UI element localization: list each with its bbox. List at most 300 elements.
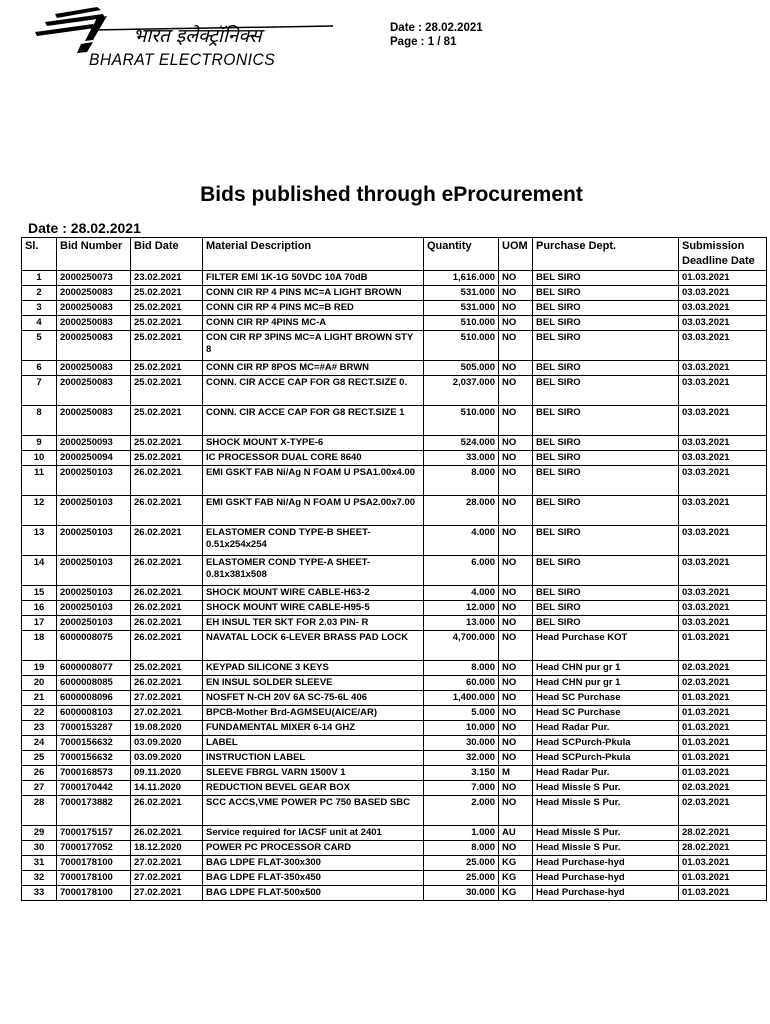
- cell-bid-date: 14.11.2020: [131, 781, 203, 796]
- cell-purchase-dept: BEL SIRO: [533, 436, 679, 451]
- cell-purchase-dept: Head SC Purchase: [533, 706, 679, 721]
- cell-bid-date: 27.02.2021: [131, 691, 203, 706]
- cell-sl: 12: [22, 496, 57, 526]
- cell-submission-deadline: 03.03.2021: [679, 586, 767, 601]
- cell-quantity: 531.000: [424, 286, 499, 301]
- cell-material-description: BAG LDPE FLAT-300x300: [203, 856, 424, 871]
- cell-purchase-dept: Head Purchase KOT: [533, 631, 679, 661]
- cell-uom: NO: [499, 556, 533, 586]
- cell-uom: NO: [499, 616, 533, 631]
- column-header-material-description: Material Description: [203, 238, 424, 271]
- cell-uom: NO: [499, 586, 533, 601]
- page-title: Bids published through eProcurement: [200, 183, 583, 206]
- cell-purchase-dept: Head Missle S Pur.: [533, 841, 679, 856]
- cell-submission-deadline: 03.03.2021: [679, 496, 767, 526]
- cell-bid-number: 2000250073: [57, 271, 131, 286]
- cell-uom: NO: [499, 451, 533, 466]
- cell-sl: 22: [22, 706, 57, 721]
- cell-bid-date: 25.02.2021: [131, 361, 203, 376]
- cell-sl: 15: [22, 586, 57, 601]
- cell-quantity: 1.000: [424, 826, 499, 841]
- cell-quantity: 8.000: [424, 841, 499, 856]
- cell-bid-date: 26.02.2021: [131, 826, 203, 841]
- cell-bid-date: 25.02.2021: [131, 286, 203, 301]
- table-row: [22, 751, 767, 766]
- cell-quantity: 6.000: [424, 556, 499, 586]
- cell-bid-number: 2000250083: [57, 286, 131, 301]
- cell-submission-deadline: 03.03.2021: [679, 406, 767, 436]
- table-row: [22, 451, 767, 466]
- cell-bid-date: 26.02.2021: [131, 556, 203, 586]
- cell-submission-deadline: 01.03.2021: [679, 691, 767, 706]
- cell-bid-date: 25.02.2021: [131, 436, 203, 451]
- cell-quantity: 3.150: [424, 766, 499, 781]
- table-row: [22, 601, 767, 616]
- cell-submission-deadline: 03.03.2021: [679, 601, 767, 616]
- cell-submission-deadline: 01.03.2021: [679, 736, 767, 751]
- cell-uom: NO: [499, 436, 533, 451]
- cell-purchase-dept: BEL SIRO: [533, 451, 679, 466]
- cell-material-description: FUNDAMENTAL MIXER 6-14 GHZ: [203, 721, 424, 736]
- cell-purchase-dept: Head CHN pur gr 1: [533, 661, 679, 676]
- cell-submission-deadline: 01.03.2021: [679, 856, 767, 871]
- cell-material-description: BAG LDPE FLAT-350x450: [203, 871, 424, 886]
- company-logo: [33, 4, 343, 74]
- cell-quantity: 510.000: [424, 331, 499, 361]
- cell-sl: 27: [22, 781, 57, 796]
- table-row: [22, 526, 767, 556]
- cell-quantity: 32.000: [424, 751, 499, 766]
- cell-quantity: 33.000: [424, 451, 499, 466]
- table-row: [22, 301, 767, 316]
- cell-submission-deadline: 03.03.2021: [679, 451, 767, 466]
- cell-sl: 6: [22, 361, 57, 376]
- cell-quantity: 12.000: [424, 601, 499, 616]
- cell-bid-number: 7000170442: [57, 781, 131, 796]
- cell-quantity: 2.000: [424, 796, 499, 826]
- cell-quantity: 531.000: [424, 301, 499, 316]
- cell-purchase-dept: BEL SIRO: [533, 586, 679, 601]
- cell-submission-deadline: 03.03.2021: [679, 361, 767, 376]
- cell-bid-number: 7000156632: [57, 736, 131, 751]
- cell-quantity: 505.000: [424, 361, 499, 376]
- cell-bid-number: 7000178100: [57, 856, 131, 871]
- cell-bid-date: 03.09.2020: [131, 751, 203, 766]
- cell-quantity: 2,037.000: [424, 376, 499, 406]
- cell-quantity: 8.000: [424, 466, 499, 496]
- cell-quantity: 1,400.000: [424, 691, 499, 706]
- cell-purchase-dept: Head SCPurch-Pkula: [533, 736, 679, 751]
- cell-sl: 7: [22, 376, 57, 406]
- cell-material-description: IC PROCESSOR DUAL CORE 8640: [203, 451, 424, 466]
- cell-material-description: EN INSUL SOLDER SLEEVE: [203, 676, 424, 691]
- cell-bid-number: 7000153287: [57, 721, 131, 736]
- cell-sl: 28: [22, 796, 57, 826]
- cell-bid-date: 25.02.2021: [131, 451, 203, 466]
- cell-bid-date: 25.02.2021: [131, 406, 203, 436]
- cell-material-description: SCC ACCS,VME POWER PC 750 BASED SBC: [203, 796, 424, 826]
- cell-material-description: CONN CIR RP 8POS MC=#A# BRWN: [203, 361, 424, 376]
- cell-bid-date: 25.02.2021: [131, 331, 203, 361]
- cell-uom: NO: [499, 601, 533, 616]
- cell-purchase-dept: BEL SIRO: [533, 376, 679, 406]
- cell-submission-deadline: 03.03.2021: [679, 301, 767, 316]
- cell-bid-number: 7000178100: [57, 886, 131, 901]
- cell-sl: 18: [22, 631, 57, 661]
- cell-material-description: EMI GSKT FAB Ni/Ag N FOAM U PSA1.00x4.00: [203, 466, 424, 496]
- cell-purchase-dept: Head Radar Pur.: [533, 766, 679, 781]
- cell-material-description: SLEEVE FBRGL VARN 1500V 1: [203, 766, 424, 781]
- cell-material-description: EH INSUL TER SKT FOR 2.03 PIN- R: [203, 616, 424, 631]
- cell-bid-number: 2000250083: [57, 316, 131, 331]
- cell-purchase-dept: BEL SIRO: [533, 466, 679, 496]
- cell-bid-number: 6000008096: [57, 691, 131, 706]
- logo-english-text: BHARAT ELECTRONICS: [89, 50, 276, 69]
- cell-sl: 30: [22, 841, 57, 856]
- cell-quantity: 4.000: [424, 526, 499, 556]
- cell-uom: KG: [499, 871, 533, 886]
- cell-uom: NO: [499, 271, 533, 286]
- cell-bid-number: 2000250103: [57, 586, 131, 601]
- cell-sl: 5: [22, 331, 57, 361]
- cell-purchase-dept: Head Purchase-hyd: [533, 856, 679, 871]
- table-row: [22, 466, 767, 496]
- cell-sl: 4: [22, 316, 57, 331]
- bids-table: [21, 237, 767, 901]
- cell-sl: 17: [22, 616, 57, 631]
- cell-quantity: 510.000: [424, 406, 499, 436]
- cell-submission-deadline: 02.03.2021: [679, 796, 767, 826]
- cell-submission-deadline: 03.03.2021: [679, 331, 767, 361]
- column-header-submission-deadline: Submission Deadline Date: [679, 238, 767, 271]
- cell-sl: 24: [22, 736, 57, 751]
- cell-submission-deadline: 02.03.2021: [679, 781, 767, 796]
- cell-material-description: BAG LDPE FLAT-500x500: [203, 886, 424, 901]
- cell-bid-date: 26.02.2021: [131, 466, 203, 496]
- cell-uom: KG: [499, 886, 533, 901]
- cell-bid-date: 19.08.2020: [131, 721, 203, 736]
- table-row: [22, 841, 767, 856]
- table-row: [22, 286, 767, 301]
- table-row: [22, 886, 767, 901]
- cell-quantity: 25.000: [424, 871, 499, 886]
- table-row: [22, 376, 767, 406]
- cell-uom: NO: [499, 466, 533, 496]
- table-row: [22, 796, 767, 826]
- cell-bid-date: 26.02.2021: [131, 631, 203, 661]
- cell-purchase-dept: Head SC Purchase: [533, 691, 679, 706]
- cell-bid-date: 26.02.2021: [131, 496, 203, 526]
- column-header-uom: UOM: [499, 238, 533, 271]
- cell-uom: M: [499, 766, 533, 781]
- column-header-bid-number: Bid Number: [57, 238, 131, 271]
- cell-bid-number: 2000250103: [57, 466, 131, 496]
- cell-material-description: CONN. CIR ACCE CAP FOR G8 RECT.SIZE 1: [203, 406, 424, 436]
- cell-submission-deadline: 28.02.2021: [679, 841, 767, 856]
- cell-material-description: Service required for IACSF unit at 2401: [203, 826, 424, 841]
- cell-bid-number: 7000173882: [57, 796, 131, 826]
- cell-quantity: 8.000: [424, 661, 499, 676]
- cell-material-description: INSTRUCTION LABEL: [203, 751, 424, 766]
- document-meta: [390, 21, 483, 49]
- table-row: [22, 706, 767, 721]
- cell-submission-deadline: 01.03.2021: [679, 886, 767, 901]
- cell-uom: NO: [499, 676, 533, 691]
- cell-material-description: SHOCK MOUNT WIRE CABLE-H95-5: [203, 601, 424, 616]
- cell-uom: AU: [499, 826, 533, 841]
- cell-material-description: KEYPAD SILICONE 3 KEYS: [203, 661, 424, 676]
- cell-sl: 9: [22, 436, 57, 451]
- table-row: [22, 316, 767, 331]
- cell-uom: NO: [499, 331, 533, 361]
- cell-bid-number: 2000250103: [57, 556, 131, 586]
- cell-bid-number: 2000250103: [57, 526, 131, 556]
- cell-uom: NO: [499, 706, 533, 721]
- cell-material-description: CONN. CIR ACCE CAP FOR G8 RECT.SIZE 0.: [203, 376, 424, 406]
- cell-bid-number: 2000250094: [57, 451, 131, 466]
- cell-submission-deadline: 01.03.2021: [679, 271, 767, 286]
- page-label: Page : 1 / 81: [390, 36, 457, 48]
- cell-purchase-dept: Head Missle S Pur.: [533, 826, 679, 841]
- table-row: [22, 721, 767, 736]
- cell-bid-number: 2000250083: [57, 361, 131, 376]
- cell-submission-deadline: 01.03.2021: [679, 631, 767, 661]
- logo-hindi-text: भारत इलेक्ट्रॉनिक्स: [133, 25, 262, 47]
- cell-bid-date: 27.02.2021: [131, 706, 203, 721]
- cell-quantity: 60.000: [424, 676, 499, 691]
- cell-material-description: BPCB-Mother Brd-AGMSEU(AICE/AR): [203, 706, 424, 721]
- cell-quantity: 7.000: [424, 781, 499, 796]
- cell-submission-deadline: 01.03.2021: [679, 766, 767, 781]
- cell-material-description: NOSFET N-CH 20V 6A SC-75-6L 406: [203, 691, 424, 706]
- cell-bid-number: 2000250083: [57, 331, 131, 361]
- cell-quantity: 25.000: [424, 856, 499, 871]
- cell-submission-deadline: 01.03.2021: [679, 721, 767, 736]
- table-row: [22, 436, 767, 451]
- cell-purchase-dept: BEL SIRO: [533, 271, 679, 286]
- column-header-quantity: Quantity: [424, 238, 499, 271]
- table-row: [22, 856, 767, 871]
- cell-sl: 33: [22, 886, 57, 901]
- cell-material-description: SHOCK MOUNT WIRE CABLE-H63-2: [203, 586, 424, 601]
- cell-sl: 13: [22, 526, 57, 556]
- cell-bid-number: 2000250083: [57, 376, 131, 406]
- cell-submission-deadline: 03.03.2021: [679, 466, 767, 496]
- cell-purchase-dept: Head Purchase-hyd: [533, 886, 679, 901]
- cell-material-description: CONN CIR RP 4 PINS MC=B RED: [203, 301, 424, 316]
- cell-submission-deadline: 03.03.2021: [679, 286, 767, 301]
- cell-sl: 32: [22, 871, 57, 886]
- cell-uom: NO: [499, 751, 533, 766]
- date-label: Date : 28.02.2021: [390, 22, 483, 34]
- cell-submission-deadline: 03.03.2021: [679, 436, 767, 451]
- cell-material-description: POWER PC PROCESSOR CARD: [203, 841, 424, 856]
- cell-submission-deadline: 03.03.2021: [679, 526, 767, 556]
- cell-bid-number: 7000177052: [57, 841, 131, 856]
- column-header-bid-date: Bid Date: [131, 238, 203, 271]
- cell-sl: 25: [22, 751, 57, 766]
- cell-bid-date: 25.02.2021: [131, 301, 203, 316]
- cell-bid-number: 7000175157: [57, 826, 131, 841]
- cell-uom: NO: [499, 736, 533, 751]
- cell-material-description: REDUCTION BEVEL GEAR BOX: [203, 781, 424, 796]
- cell-sl: 10: [22, 451, 57, 466]
- cell-purchase-dept: BEL SIRO: [533, 301, 679, 316]
- cell-sl: 20: [22, 676, 57, 691]
- cell-uom: NO: [499, 796, 533, 826]
- cell-purchase-dept: BEL SIRO: [533, 406, 679, 436]
- table-row: [22, 496, 767, 526]
- cell-bid-date: 26.02.2021: [131, 601, 203, 616]
- cell-quantity: 30.000: [424, 736, 499, 751]
- cell-purchase-dept: Head Purchase-hyd: [533, 871, 679, 886]
- cell-bid-date: 27.02.2021: [131, 886, 203, 901]
- cell-uom: NO: [499, 661, 533, 676]
- cell-uom: NO: [499, 361, 533, 376]
- cell-purchase-dept: BEL SIRO: [533, 526, 679, 556]
- cell-bid-number: 2000250093: [57, 436, 131, 451]
- cell-bid-date: 18.12.2020: [131, 841, 203, 856]
- cell-quantity: 10.000: [424, 721, 499, 736]
- cell-bid-date: 25.02.2021: [131, 316, 203, 331]
- cell-sl: 19: [22, 661, 57, 676]
- cell-quantity: 4.000: [424, 586, 499, 601]
- cell-sl: 11: [22, 466, 57, 496]
- cell-sl: 31: [22, 856, 57, 871]
- cell-bid-number: 2000250083: [57, 406, 131, 436]
- cell-material-description: CONN CIR RP 4PINS MC-A: [203, 316, 424, 331]
- cell-sl: 29: [22, 826, 57, 841]
- cell-bid-number: 6000008075: [57, 631, 131, 661]
- cell-uom: NO: [499, 316, 533, 331]
- cell-bid-number: 7000178100: [57, 871, 131, 886]
- table-row: [22, 691, 767, 706]
- cell-bid-date: 26.02.2021: [131, 526, 203, 556]
- cell-bid-date: 27.02.2021: [131, 856, 203, 871]
- cell-sl: 21: [22, 691, 57, 706]
- cell-bid-number: 2000250103: [57, 616, 131, 631]
- cell-uom: NO: [499, 301, 533, 316]
- cell-submission-deadline: 03.03.2021: [679, 316, 767, 331]
- cell-bid-number: 7000168573: [57, 766, 131, 781]
- cell-submission-deadline: 28.02.2021: [679, 826, 767, 841]
- cell-bid-number: 2000250103: [57, 601, 131, 616]
- cell-quantity: 4,700.000: [424, 631, 499, 661]
- cell-bid-number: 7000156632: [57, 751, 131, 766]
- cell-bid-date: 27.02.2021: [131, 871, 203, 886]
- cell-submission-deadline: 02.03.2021: [679, 676, 767, 691]
- cell-quantity: 510.000: [424, 316, 499, 331]
- cell-bid-date: 09.11.2020: [131, 766, 203, 781]
- report-date: Date : 28.02.2021: [28, 220, 141, 236]
- cell-quantity: 30.000: [424, 886, 499, 901]
- cell-sl: 2: [22, 286, 57, 301]
- table-row: [22, 271, 767, 286]
- cell-purchase-dept: Head Missle S Pur.: [533, 781, 679, 796]
- table-row: [22, 871, 767, 886]
- cell-bid-number: 2000250103: [57, 496, 131, 526]
- cell-bid-number: 6000008077: [57, 661, 131, 676]
- cell-uom: NO: [499, 526, 533, 556]
- cell-purchase-dept: Head SCPurch-Pkula: [533, 751, 679, 766]
- table-row: [22, 616, 767, 631]
- table-row: [22, 586, 767, 601]
- cell-submission-deadline: 01.03.2021: [679, 706, 767, 721]
- cell-sl: 26: [22, 766, 57, 781]
- column-header-sl: Sl.: [22, 238, 57, 271]
- table-row: [22, 661, 767, 676]
- cell-sl: 14: [22, 556, 57, 586]
- cell-material-description: CONN CIR RP 4 PINS MC=A LIGHT BROWN: [203, 286, 424, 301]
- cell-bid-number: 6000008085: [57, 676, 131, 691]
- cell-purchase-dept: BEL SIRO: [533, 361, 679, 376]
- cell-bid-number: 6000008103: [57, 706, 131, 721]
- cell-sl: 3: [22, 301, 57, 316]
- cell-uom: NO: [499, 841, 533, 856]
- cell-purchase-dept: BEL SIRO: [533, 286, 679, 301]
- cell-material-description: CON CIR RP 3PINS MC=A LIGHT BROWN STY 8: [203, 331, 424, 361]
- cell-quantity: 1,616.000: [424, 271, 499, 286]
- cell-bid-date: 26.02.2021: [131, 796, 203, 826]
- table-row: [22, 826, 767, 841]
- cell-purchase-dept: Head CHN pur gr 1: [533, 676, 679, 691]
- cell-bid-number: 2000250083: [57, 301, 131, 316]
- cell-material-description: ELASTOMER COND TYPE-A SHEET-0.81x381x508: [203, 556, 424, 586]
- table-row: [22, 631, 767, 661]
- cell-purchase-dept: Head Missle S Pur.: [533, 796, 679, 826]
- cell-purchase-dept: BEL SIRO: [533, 331, 679, 361]
- table-row: [22, 361, 767, 376]
- cell-uom: NO: [499, 691, 533, 706]
- cell-purchase-dept: BEL SIRO: [533, 316, 679, 331]
- table-row: [22, 556, 767, 586]
- cell-uom: NO: [499, 496, 533, 526]
- cell-uom: NO: [499, 721, 533, 736]
- cell-uom: NO: [499, 286, 533, 301]
- cell-sl: 23: [22, 721, 57, 736]
- cell-bid-date: 03.09.2020: [131, 736, 203, 751]
- cell-uom: KG: [499, 856, 533, 871]
- column-header-purchase-dept: Purchase Dept.: [533, 238, 679, 271]
- cell-purchase-dept: BEL SIRO: [533, 616, 679, 631]
- table-row: [22, 766, 767, 781]
- cell-material-description: LABEL: [203, 736, 424, 751]
- table-row: [22, 331, 767, 361]
- table-row: [22, 676, 767, 691]
- cell-bid-date: 25.02.2021: [131, 376, 203, 406]
- cell-uom: NO: [499, 406, 533, 436]
- cell-material-description: NAVATAL LOCK 6-LEVER BRASS PAD LOCK: [203, 631, 424, 661]
- cell-material-description: EMI GSKT FAB Ni/Ag N FOAM U PSA2.00x7.00: [203, 496, 424, 526]
- cell-bid-date: 25.02.2021: [131, 661, 203, 676]
- cell-purchase-dept: BEL SIRO: [533, 601, 679, 616]
- table-row: [22, 736, 767, 751]
- cell-quantity: 5.000: [424, 706, 499, 721]
- cell-uom: NO: [499, 376, 533, 406]
- cell-sl: 16: [22, 601, 57, 616]
- cell-material-description: ELASTOMER COND TYPE-B SHEET-0.51x254x254: [203, 526, 424, 556]
- cell-purchase-dept: BEL SIRO: [533, 496, 679, 526]
- cell-quantity: 28.000: [424, 496, 499, 526]
- cell-bid-date: 23.02.2021: [131, 271, 203, 286]
- cell-submission-deadline: 01.03.2021: [679, 751, 767, 766]
- cell-bid-date: 26.02.2021: [131, 616, 203, 631]
- cell-uom: NO: [499, 631, 533, 661]
- cell-material-description: FILTER EMI 1K-1G 50VDC 10A 70dB: [203, 271, 424, 286]
- cell-bid-date: 26.02.2021: [131, 586, 203, 601]
- cell-purchase-dept: Head Radar Pur.: [533, 721, 679, 736]
- cell-quantity: 524.000: [424, 436, 499, 451]
